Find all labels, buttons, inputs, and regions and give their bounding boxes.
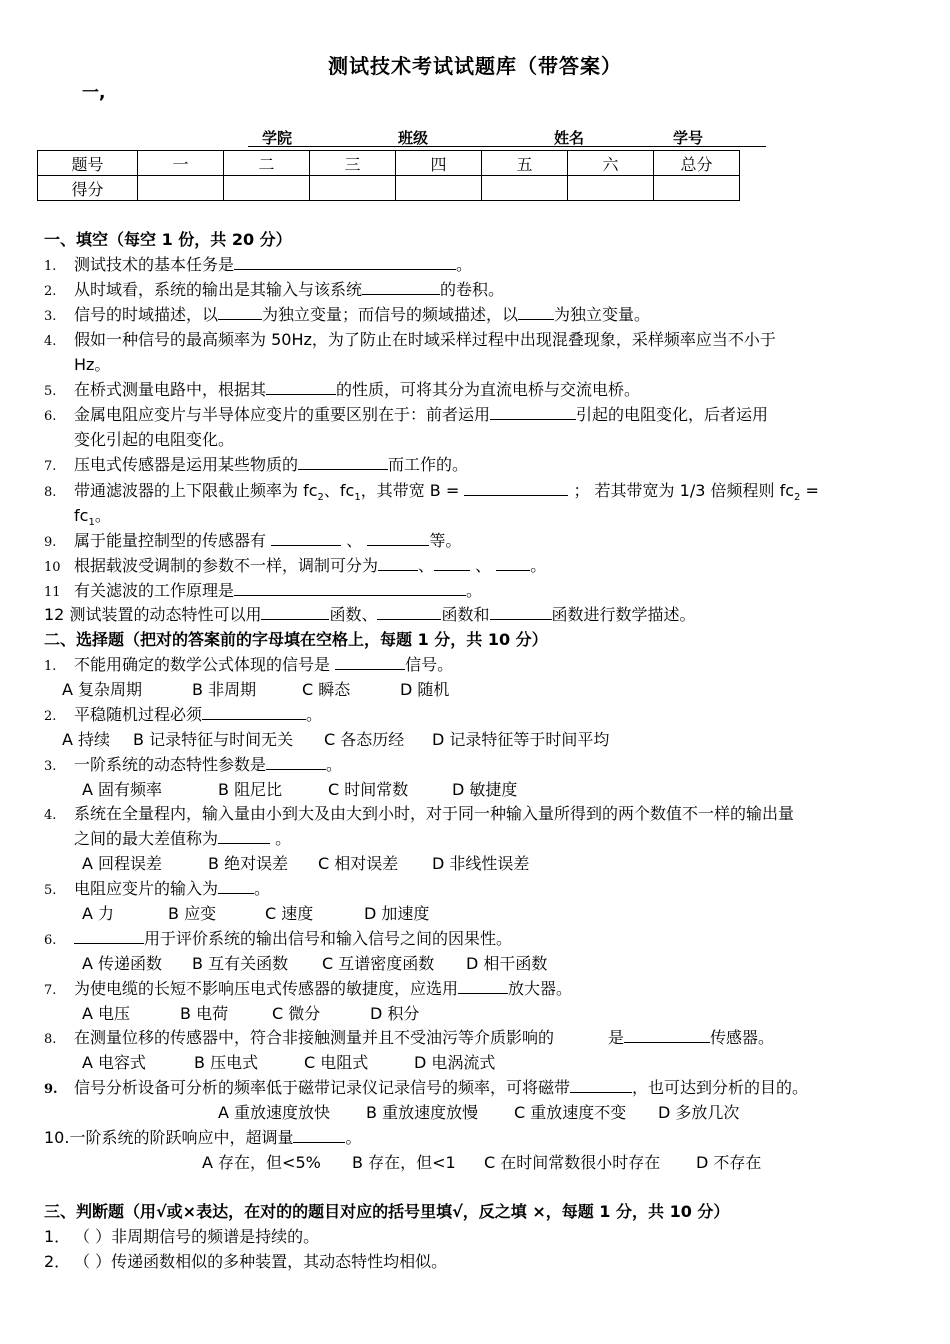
question-text: ，也可达到分析的目的。 <box>632 1078 809 1097</box>
question-text: 之间的最大差值称为 <box>74 829 219 848</box>
question-text: 。 <box>275 829 292 848</box>
option-d[interactable]: D 多放几次 <box>658 1103 740 1122</box>
option-c[interactable]: C 各态历经 <box>324 730 405 749</box>
answer-blank[interactable] <box>293 1127 345 1143</box>
option-c[interactable]: C 瞬态 <box>302 680 351 699</box>
question-number: 7. <box>44 459 57 474</box>
question-text: 引起的电阻变化，后者运用 <box>576 405 769 424</box>
answer-blank[interactable] <box>624 1027 710 1043</box>
question-number: 2． <box>44 1252 71 1271</box>
option-b[interactable]: B 互有关函数 <box>192 954 289 973</box>
question-number: 1. <box>44 259 57 274</box>
answer-blank[interactable] <box>570 1077 632 1093</box>
option-c[interactable]: C 时间常数 <box>328 780 409 799</box>
part-marker: 一, <box>82 83 106 103</box>
question-text: 为独立变量。 <box>554 305 651 324</box>
question-text: 、 <box>475 556 492 575</box>
college-label: 学院 <box>262 129 293 147</box>
option-d[interactable]: D 不存在 <box>696 1153 762 1172</box>
section2-heading: 二、选择题（把对的答案前的字母填在空格上，每题 1 分，共 10 分） <box>44 630 548 649</box>
question-text: 。 <box>466 581 483 600</box>
subscript: 2 <box>317 492 324 504</box>
answer-blank[interactable] <box>458 978 508 994</box>
subscript: 1 <box>88 517 95 529</box>
s1-q12 <box>44 602 914 627</box>
question-text: 、fc <box>323 481 355 500</box>
header-cell: 题号 <box>38 151 138 176</box>
s2-q9 <box>44 1075 914 1102</box>
option-c[interactable]: C 在时间常数很小时存在 <box>484 1153 661 1172</box>
question-text: 放大器。 <box>508 979 573 998</box>
question-text: 根据载波受调制的参数不一样，调制可分为 <box>74 556 379 575</box>
answer-blank[interactable] <box>464 480 568 496</box>
question-text: 信号的时域描述，以 <box>74 305 219 324</box>
question-number: 2. <box>44 284 57 299</box>
question-number: 5. <box>44 384 57 399</box>
s3-q1 <box>44 1224 914 1249</box>
s1-q8 <box>44 478 914 510</box>
option-a[interactable]: A 回程误差 <box>82 854 163 873</box>
score-cell[interactable] <box>310 176 396 201</box>
page-title: 测试技术考试试题库（带答案） <box>328 54 622 78</box>
answer-blank[interactable] <box>266 379 336 395</box>
question-text: 系统在全量程内，输入量由小到大及由大到小时，对于同一种输入量所得到的两个数值不一样的输出量 <box>74 804 795 823</box>
answer-blank[interactable] <box>298 454 388 470</box>
question-text: 带通滤波器的上下限截止频率为 fc <box>74 481 318 500</box>
s1-q11 <box>44 578 914 605</box>
question-text: 。 <box>94 506 111 525</box>
score-cell[interactable] <box>396 176 482 201</box>
question-number: 11 <box>44 585 61 600</box>
score-table-score-row <box>38 176 740 201</box>
answer-blank[interactable] <box>490 604 552 620</box>
option-c[interactable]: C 重放速度不变 <box>514 1103 627 1122</box>
score-row-label: 得分 <box>38 176 138 201</box>
answer-blank[interactable] <box>202 704 306 720</box>
s2-q10 <box>44 1125 914 1150</box>
option-c[interactable]: C 微分 <box>272 1004 321 1023</box>
header-cell: 二 <box>224 151 310 176</box>
question-text: 属于能量控制型的传感器有 <box>74 531 267 550</box>
question-text: 而工作的。 <box>388 455 469 474</box>
question-text: 测试技术的基本任务是 <box>74 255 235 274</box>
option-a[interactable]: A 力 <box>82 904 115 923</box>
s1-q5 <box>44 377 914 404</box>
question-text: 平稳随机过程必须 <box>74 705 203 724</box>
answer-blank[interactable] <box>261 604 329 620</box>
s1-q2 <box>44 277 914 304</box>
s1-q7 <box>44 452 914 479</box>
question-text: 在桥式测量电路中，根据其 <box>74 380 267 399</box>
question-text: 函数进行数学描述。 <box>551 605 696 624</box>
question-text: 函数和 <box>441 605 490 624</box>
answer-blank[interactable] <box>518 304 554 320</box>
question-text: 的性质，可将其分为直流电桥与交流电桥。 <box>336 380 641 399</box>
question-text: 、 <box>346 531 363 550</box>
option-d[interactable]: D 相干函数 <box>466 954 548 973</box>
option-a[interactable]: A 电容式 <box>82 1053 147 1072</box>
option-d[interactable]: D 加速度 <box>364 904 430 923</box>
question-number: 3. <box>44 759 57 774</box>
s1-q1 <box>44 252 914 279</box>
question-text: 、 <box>418 556 435 575</box>
question-number: 8. <box>44 1032 57 1047</box>
option-c[interactable]: C 相对误差 <box>318 854 399 873</box>
option-a[interactable]: A 固有频率 <box>82 780 163 799</box>
s1-q10 <box>44 553 914 580</box>
question-number: 4. <box>44 808 57 823</box>
question-number: 10 <box>44 560 61 575</box>
question-number: 6. <box>44 933 57 948</box>
section3-heading: 三、判断题（用√或×表达，在对的的题目对应的括号里填√，反之填 ×，每题 1 分，共 10 分） <box>44 1202 730 1221</box>
option-b[interactable]: B 压电式 <box>194 1053 259 1072</box>
answer-blank[interactable] <box>496 555 530 571</box>
question-text: 为独立变量；而信号的频域描述，以 <box>262 305 519 324</box>
option-d[interactable]: D 电涡流式 <box>414 1053 496 1072</box>
student-id-label: 学号 <box>673 129 704 147</box>
answer-blank[interactable] <box>74 928 144 944</box>
answer-blank[interactable] <box>234 580 466 596</box>
question-text: 的卷积。 <box>440 280 505 299</box>
answer-blank[interactable] <box>362 279 440 295</box>
subscript: 1 <box>354 492 361 504</box>
question-text: （ ）非周期信号的频谱是持续的。 <box>74 1227 320 1246</box>
question-text: 有关滤波的工作原理是 <box>74 581 235 600</box>
option-c[interactable]: C 互谱密度函数 <box>322 954 435 973</box>
answer-blank[interactable] <box>490 404 576 420</box>
s2-q4 <box>44 801 914 828</box>
question-text: 测试装置的动态特性可以用 <box>69 605 262 624</box>
question-number: 6. <box>44 409 57 424</box>
answer-blank[interactable] <box>266 754 326 770</box>
s2-q2 <box>44 702 914 729</box>
question-text: 不能用确定的数学公式体现的信号是 <box>74 655 331 674</box>
question-text: fc <box>74 506 89 525</box>
question-text: 。 <box>254 879 271 898</box>
answer-blank[interactable] <box>377 604 441 620</box>
s1-q4 <box>44 327 914 354</box>
question-text: 一阶系统的动态特性参数是 <box>74 755 267 774</box>
answer-blank[interactable] <box>434 555 470 571</box>
question-number: 9. <box>44 1082 58 1097</box>
question-text: 等。 <box>429 531 462 550</box>
question-text: 信号分析设备可分析的频率低于磁带记录仪记录信号的频率，可将磁带 <box>74 1078 571 1097</box>
question-number: 4. <box>44 334 57 349</box>
question-text: 从时域看，系统的输出是其输入与该系统 <box>74 280 363 299</box>
option-b[interactable]: B 存在，但<1 <box>352 1153 456 1172</box>
question-text: 为使电缆的长短不影响压电式传感器的敏捷度，应选用 <box>74 979 459 998</box>
option-d[interactable]: D 随机 <box>400 680 450 699</box>
question-number: 8. <box>44 485 57 500</box>
option-b[interactable]: B 重放速度放慢 <box>366 1103 479 1122</box>
question-text: 假如一种信号的最高频率为 50Hz，为了防止在时域采样过程中出现混叠现象，采样频率应当不小于 <box>74 330 776 349</box>
answer-blank[interactable] <box>218 304 262 320</box>
answer-blank[interactable] <box>218 878 254 894</box>
s1-q6-cont: 变化引起的电阻变化。 <box>74 430 235 449</box>
question-text: 压电式传感器是运用某些物质的 <box>74 455 299 474</box>
option-b[interactable]: B 应变 <box>168 904 217 923</box>
question-text: 用于评价系统的输出信号和输入信号之间的因果性。 <box>144 929 513 948</box>
question-text: 。 <box>345 1128 362 1147</box>
question-text: 电阻应变片的输入为 <box>74 879 219 898</box>
s1-q4-cont: Hz。 <box>74 355 111 374</box>
question-text: 是 <box>608 1028 625 1047</box>
s2-q6 <box>44 926 914 953</box>
subscript: 2 <box>794 492 801 504</box>
header-cell: 一 <box>138 151 224 176</box>
question-number: 1． <box>44 1227 71 1246</box>
score-cell[interactable] <box>568 176 654 201</box>
option-b[interactable]: B 非周期 <box>192 680 257 699</box>
question-text: 函数、 <box>329 605 378 624</box>
name-label: 姓名 <box>554 129 585 147</box>
score-cell[interactable] <box>482 176 568 201</box>
header-cell: 五 <box>482 151 568 176</box>
answer-blank[interactable] <box>378 555 418 571</box>
s2-q7 <box>44 976 914 1003</box>
question-text: 。 <box>306 705 323 724</box>
option-a[interactable]: A 持续 <box>62 730 111 749</box>
score-table-header-row <box>38 151 740 176</box>
answer-blank[interactable] <box>367 530 429 546</box>
header-cell: 六 <box>568 151 654 176</box>
s1-q6 <box>44 402 914 429</box>
question-number: 7. <box>44 983 57 998</box>
s2-q5 <box>44 876 914 903</box>
question-number: 2. <box>44 709 57 724</box>
question-text: 传感器。 <box>710 1028 775 1047</box>
question-text: = <box>800 481 819 500</box>
option-b[interactable]: B 电荷 <box>180 1004 229 1023</box>
option-a[interactable]: A 存在，但<5% <box>202 1153 321 1172</box>
option-a[interactable]: A 传递函数 <box>82 954 163 973</box>
question-number: 12 <box>44 605 65 624</box>
s2-q8 <box>44 1025 914 1052</box>
header-cell: 总分 <box>654 151 740 176</box>
option-a[interactable]: A 重放速度放快 <box>218 1103 331 1122</box>
score-table <box>37 150 740 201</box>
info-underline <box>248 146 766 147</box>
option-a[interactable]: A 电压 <box>82 1004 131 1023</box>
option-c[interactable]: C 速度 <box>265 904 314 923</box>
s3-q2 <box>44 1249 914 1274</box>
score-cell[interactable] <box>224 176 310 201</box>
option-d[interactable]: D 敏捷度 <box>452 780 518 799</box>
section1-heading: 一、填空（每空 1 份，共 20 分） <box>44 230 292 249</box>
class-label: 班级 <box>398 129 429 147</box>
question-text: ； 若其带宽为 1/3 倍频程则 fc <box>573 481 794 500</box>
header-cell: 四 <box>396 151 482 176</box>
option-b[interactable]: B 绝对误差 <box>208 854 289 873</box>
question-text: 。 <box>326 755 343 774</box>
question-number: 9. <box>44 535 57 550</box>
question-text: 信号。 <box>405 655 454 674</box>
option-d[interactable]: D 非线性误差 <box>432 854 530 873</box>
s1-q9 <box>44 528 914 555</box>
s2-q3 <box>44 752 914 779</box>
s1-q3 <box>44 302 914 329</box>
option-c[interactable]: C 电阻式 <box>304 1053 369 1072</box>
header-cell: 三 <box>310 151 396 176</box>
s2-q4-cont <box>74 826 291 851</box>
question-text: 金属电阻应变片与半导体应变片的重要区别在于：前者运用 <box>74 405 491 424</box>
answer-blank[interactable] <box>218 828 270 844</box>
option-a[interactable]: A 复杂周期 <box>62 680 143 699</box>
question-text: （ ）传递函数相似的多种装置，其动态特性均相似。 <box>74 1252 448 1271</box>
question-text: 。 <box>456 255 473 274</box>
question-text: 在测量位移的传感器中，符合非接触测量并且不受油污等介质影响的 <box>74 1028 555 1047</box>
score-cell[interactable] <box>654 176 740 201</box>
question-number: 5. <box>44 883 57 898</box>
question-text: ，其带宽 B = <box>360 481 460 500</box>
answer-blank[interactable] <box>234 254 456 270</box>
answer-blank[interactable] <box>271 530 341 546</box>
question-number: 3. <box>44 309 57 324</box>
score-cell[interactable] <box>138 176 224 201</box>
option-b[interactable]: B 阻尼比 <box>218 780 283 799</box>
answer-blank[interactable] <box>335 654 405 670</box>
question-number: 10. <box>44 1128 70 1147</box>
question-text: 一阶系统的阶跃响应中，超调量 <box>69 1128 294 1147</box>
question-number: 1. <box>44 659 57 674</box>
option-d[interactable]: D 记录特征等于时间平均 <box>432 730 610 749</box>
s2-q1 <box>44 652 914 679</box>
option-b[interactable]: B 记录特征与时间无关 <box>133 730 294 749</box>
option-d[interactable]: D 积分 <box>370 1004 420 1023</box>
question-text: 。 <box>530 556 547 575</box>
